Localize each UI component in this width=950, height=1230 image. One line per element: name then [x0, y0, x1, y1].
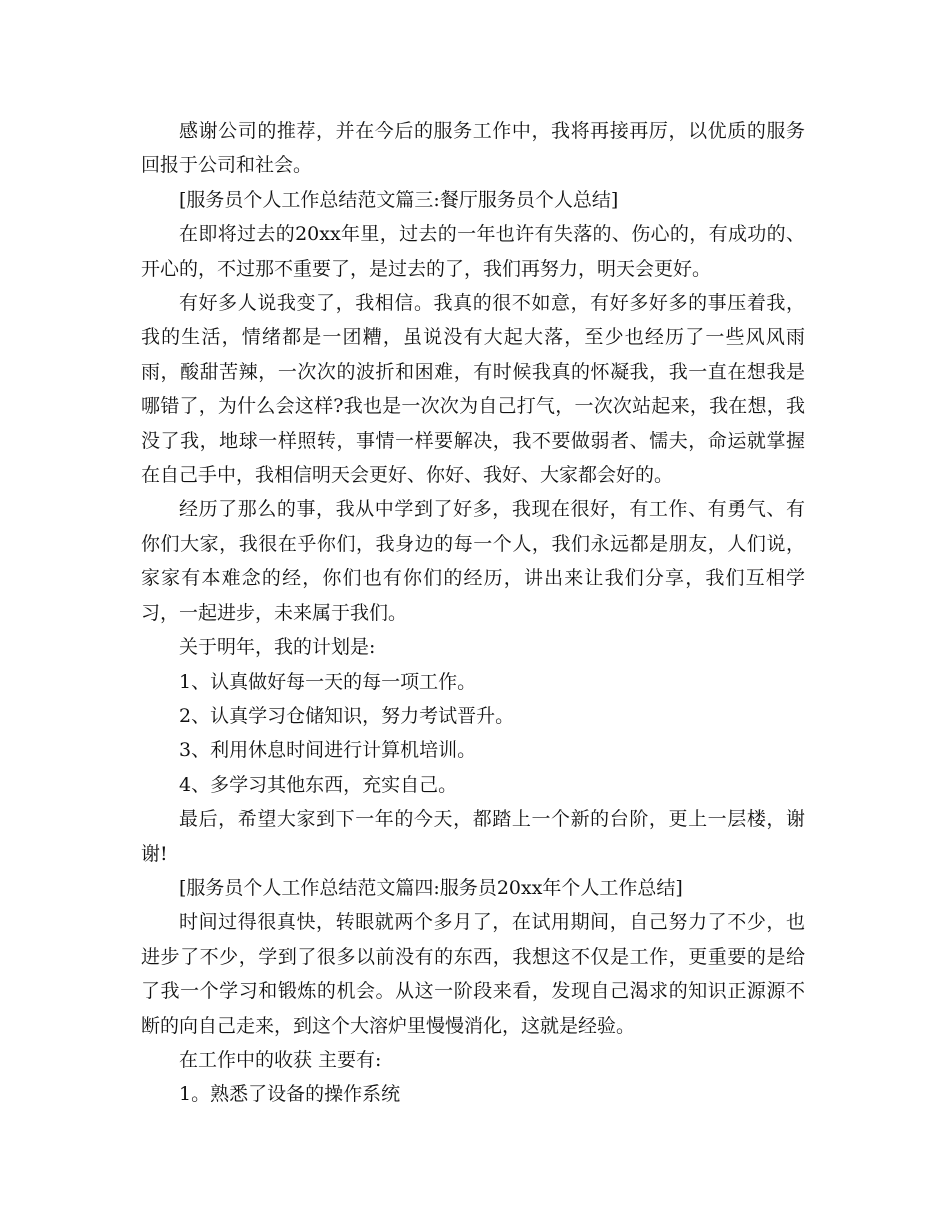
paragraph-intro: 在即将过去的20xx年里，过去的一年也许有失落的、伤心的，有成功的、开心的，不过那不重要了，是过去的了，我们再努力，明天会更好。	[141, 223, 805, 280]
plan-item-4: 4、多学习其他东西，充实自己。	[179, 773, 458, 796]
paragraph-time: 时间过得很真快，转眼就两个多月了，在试用期间，自己努力了不少，也进步了不少，学到了很多以前没有的东西，我想这不仅是工作，更重要的是给了我一个学习和锻炼的机会。从这一阶段来看，发现自己渴求的知识正源源不断的向自己走来，到这个大溶炉里慢慢消化，这就是经验。	[141, 911, 805, 1037]
section-heading-four: [服务员个人工作总结范文篇四:服务员20xx年个人工作总结]	[179, 876, 683, 899]
harvest-heading: 在工作中的收获 主要有:	[179, 1048, 382, 1071]
paragraph-changes: 有好多人说我变了，我相信。我真的很不如意，有好多好多的事压着我，我的生活，情绪都是一团糟，虽说没有大起大落，至少也经历了一些风风雨雨，酸甜苦辣，一次次的波折和困难，有时候我真的怀凝我，我一直在想我是哪错了，为什么会这样?我也是一次次为自己打气，一次次站起来，我在想，我没了我，地球一样照转，事情一样要解决，我不要做弱者、懦夫，命运就掌握在自己手中，我相信明天会更好、你好、我好、大家都会好的。	[141, 292, 805, 487]
plan-heading: 关于明年，我的计划是:	[179, 636, 376, 659]
plan-item-3: 3、利用休息时间进行计算机培训。	[179, 739, 477, 762]
harvest-item-1: 1。熟悉了设备的操作系统	[179, 1083, 401, 1106]
plan-item-1: 1、认真做好每一天的每一项工作。	[179, 670, 477, 693]
paragraph-closing: 最后，希望大家到下一年的今天，都踏上一个新的台阶，更上一层楼，谢谢!	[141, 808, 805, 865]
document-body	[141, 114, 805, 1112]
section-heading-three: [服务员个人工作总结范文篇三:餐厅服务员个人总结]	[179, 188, 619, 211]
plan-item-2: 2、认真学习仓储知识，努力考试晋升。	[179, 704, 515, 727]
paragraph-experience: 经历了那么的事，我从中学到了好多，我现在很好，有工作、有勇气、有你们大家，我很在乎你们，我身边的每一个人，我们永远都是朋友，人们说，家家有本难念的经，你们也有你们的经历，讲出来让我们分享，我们互相学习，一起进步，未来属于我们。	[141, 498, 805, 624]
paragraph-thanks: 感谢公司的推荐，并在今后的服务工作中，我将再接再厉，以优质的服务回报于公司和社会。	[141, 120, 805, 177]
